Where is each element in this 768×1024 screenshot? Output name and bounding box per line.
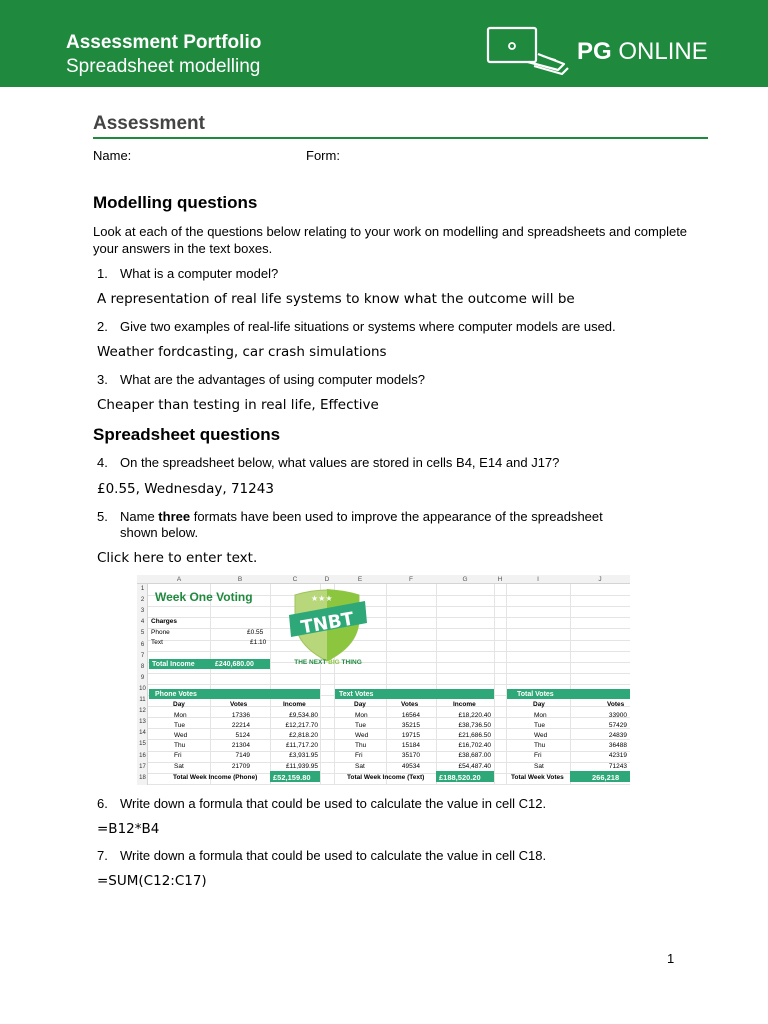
phone-votes-cell: 21709 xyxy=(231,762,250,770)
text-income-cell: £38,736.50 xyxy=(458,722,491,730)
phone-charge: £0.55 xyxy=(247,629,264,636)
phone-income-hdr: Income xyxy=(283,701,306,708)
phone-label: Phone xyxy=(151,629,170,636)
col-I: I xyxy=(537,576,539,583)
phone-day-cell: Sat xyxy=(174,762,184,770)
question-6: 6. Write down a formula that could be used to calculate the value in cell C12. xyxy=(97,796,547,811)
total-day-cell: Sat xyxy=(534,762,544,770)
text-votes-hdr: Votes xyxy=(401,701,419,708)
text-total-label: Total Week Income (Text) xyxy=(347,774,425,781)
phone-votes-header: Phone Votes xyxy=(149,689,320,699)
text-day-cell: Mon xyxy=(355,712,368,719)
phone-day-cell: Mon xyxy=(174,712,187,719)
row-number: 15 xyxy=(139,741,146,748)
question-1: 1. What is a computer model? xyxy=(97,266,279,281)
total-day-cell: Thu xyxy=(534,742,546,750)
spreadsheet-screenshot xyxy=(137,575,630,785)
row-number: 9 xyxy=(140,674,145,681)
phone-votes-cell: 21304 xyxy=(231,742,250,750)
total-day-cell: Fri xyxy=(534,752,542,760)
phone-day-cell: Thu xyxy=(174,742,186,750)
phone-day-cell: Tue xyxy=(174,722,185,730)
page-number: 1 xyxy=(667,951,675,966)
svg-text:TNBT: TNBT xyxy=(299,608,356,639)
phone-votes-cell: 17336 xyxy=(231,712,250,719)
row-number: 18 xyxy=(139,774,146,781)
brand-name: PG ONLINE xyxy=(577,38,708,65)
row-number: 13 xyxy=(139,719,146,726)
text-day-cell: Thu xyxy=(355,742,367,750)
phone-votes-cell: 7149 xyxy=(235,752,250,760)
text-total-value: £188,520.20 xyxy=(436,771,494,782)
row-number: 6 xyxy=(140,641,145,648)
text-day-cell: Sat xyxy=(355,762,365,770)
question-5: 5. Name three formats have been used to improve the appearance of the spreadsheet xyxy=(97,509,603,524)
row-number: 11 xyxy=(139,697,146,703)
portfolio-title: Assessment Portfolio xyxy=(66,32,262,53)
row-number: 7 xyxy=(140,652,145,659)
phone-total-value: £52,159.80 xyxy=(270,771,320,782)
answer-2-field[interactable]: Weather fordcasting, car crash simulations xyxy=(97,344,387,360)
row-number: 3 xyxy=(140,608,145,615)
total-votes-hdr: Votes xyxy=(607,701,625,708)
votes-total-value: 266,218 xyxy=(570,771,630,782)
question-5-line2: shown below. xyxy=(120,525,199,540)
total-day-cell: Wed xyxy=(534,732,548,740)
name-label: Name: xyxy=(93,148,132,163)
answer-6-field[interactable]: =B12*B4 xyxy=(97,821,160,837)
phone-votes-cell: 5124 xyxy=(235,732,250,740)
text-votes-cell: 35215 xyxy=(401,722,420,730)
answer-1-field[interactable]: A representation of real life systems to know what the outcome will be xyxy=(97,291,575,307)
text-votes-header: Text Votes xyxy=(335,689,494,699)
spreadsheet-heading: Spreadsheet questions xyxy=(93,425,281,444)
row-number: 17 xyxy=(139,763,146,770)
total-day-cell: Mon xyxy=(534,712,547,719)
question-2: 2. Give two examples of real-life situations or systems where computer models are used. xyxy=(97,319,616,334)
sheet-title: Week One Voting xyxy=(155,590,253,604)
total-votes-cell: 71243 xyxy=(608,762,627,770)
answer-5-field[interactable]: Click here to enter text. xyxy=(97,550,258,566)
assessment-heading: Assessment xyxy=(93,113,205,134)
row-number: 12 xyxy=(139,708,146,715)
text-income-cell: £21,686.50 xyxy=(458,732,491,740)
votes-total-label: Total Week Votes xyxy=(511,774,564,781)
col-H: H xyxy=(497,576,503,583)
svg-text:★★★: ★★★ xyxy=(311,594,333,603)
question-3: 3. What are the advantages of using computer models? xyxy=(97,372,425,387)
laptop-logo-icon xyxy=(484,24,574,80)
col-D: D xyxy=(324,576,330,583)
row-number: 5 xyxy=(140,630,145,637)
text-income-cell: £54,487.40 xyxy=(458,762,491,770)
total-votes-cell: 33900 xyxy=(608,712,627,719)
text-day-hdr: Day xyxy=(354,701,366,708)
text-votes-cell: 15184 xyxy=(401,742,420,750)
row-headers xyxy=(137,584,148,785)
answer-7-field[interactable]: =SUM(C12:C17) xyxy=(97,873,207,889)
total-income-row: Total Income £240,680.00 xyxy=(149,659,270,669)
phone-day-hdr: Day xyxy=(173,701,185,708)
text-income-cell: £38,687.00 xyxy=(458,752,491,760)
portfolio-subtitle: Spreadsheet modelling xyxy=(66,56,261,77)
text-votes-cell: 19715 xyxy=(401,732,420,740)
total-votes-cell: 57429 xyxy=(608,722,627,730)
charges-label: Charges xyxy=(151,618,178,625)
row-number: 14 xyxy=(139,730,146,737)
col-A: A xyxy=(176,576,182,583)
row-number: 4 xyxy=(140,619,145,626)
phone-income-cell: £2,818.20 xyxy=(289,732,318,740)
col-E: E xyxy=(357,576,363,583)
row-number: 2 xyxy=(140,597,145,604)
col-J: J xyxy=(598,576,602,583)
phone-income-cell: £11,939.95 xyxy=(285,762,318,770)
col-B: B xyxy=(237,576,243,583)
phone-day-cell: Wed xyxy=(174,732,188,740)
phone-income-cell: £9,534.80 xyxy=(289,712,318,719)
row-number: 1 xyxy=(140,586,145,592)
total-day-hdr: Day xyxy=(533,701,545,708)
phone-income-cell: £12,217.70 xyxy=(285,722,318,730)
text-day-cell: Tue xyxy=(355,722,366,730)
col-G: G xyxy=(462,576,468,583)
total-votes-cell: 36488 xyxy=(608,742,627,750)
total-votes-cell: 42319 xyxy=(608,752,627,760)
text-income-cell: £18,220.40 xyxy=(458,712,491,719)
question-4: 4. On the spreadsheet below, what values are stored in cells B4, E14 and J17? xyxy=(97,455,560,470)
heading-rule xyxy=(93,137,708,139)
phone-day-cell: Fri xyxy=(174,752,182,760)
answer-3-field[interactable]: Cheaper than testing in real life, Effective xyxy=(97,397,379,413)
text-charge: £1.10 xyxy=(250,639,267,646)
text-day-cell: Fri xyxy=(355,752,363,760)
text-votes-cell: 16564 xyxy=(401,712,420,719)
text-income-hdr: Income xyxy=(453,701,476,708)
text-votes-cell: 35170 xyxy=(401,752,420,760)
phone-votes-cell: 22214 xyxy=(231,722,250,730)
tnbt-tagline: THE NEXT BIG THING xyxy=(294,659,362,666)
phone-total-label: Total Week Income (Phone) xyxy=(173,774,258,781)
header-banner xyxy=(0,0,768,87)
text-votes-cell: 49534 xyxy=(401,762,420,770)
row-number: 10 xyxy=(139,685,146,692)
col-F: F xyxy=(409,576,413,583)
text-income-cell: £16,702.40 xyxy=(458,742,491,750)
form-label: Form: xyxy=(306,148,340,163)
total-day-cell: Tue xyxy=(534,722,545,730)
total-votes-cell: 24839 xyxy=(608,732,627,740)
modelling-heading: Modelling questions xyxy=(93,193,258,212)
phone-votes-hdr: Votes xyxy=(230,701,248,708)
text-label: Text xyxy=(151,639,163,646)
modelling-intro: Look at each of the questions below relating to your work on modelling and spreadsheets and complete your answers in the text boxes. xyxy=(93,224,688,256)
row-number: 16 xyxy=(139,752,146,759)
phone-income-cell: £3,931.95 xyxy=(289,752,318,760)
col-C: C xyxy=(292,576,298,583)
tnbt-shield-logo-icon xyxy=(287,585,367,663)
row-number: 8 xyxy=(140,663,145,670)
question-7: 7. Write down a formula that could be used to calculate the value in cell C18. xyxy=(97,848,547,863)
phone-income-cell: £11,717.20 xyxy=(285,742,318,750)
text-day-cell: Wed xyxy=(355,732,369,740)
answer-4-field[interactable]: £0.55, Wednesday, 71243 xyxy=(97,481,274,497)
column-headers xyxy=(137,575,630,584)
total-votes-header: Total Votes xyxy=(507,689,630,699)
